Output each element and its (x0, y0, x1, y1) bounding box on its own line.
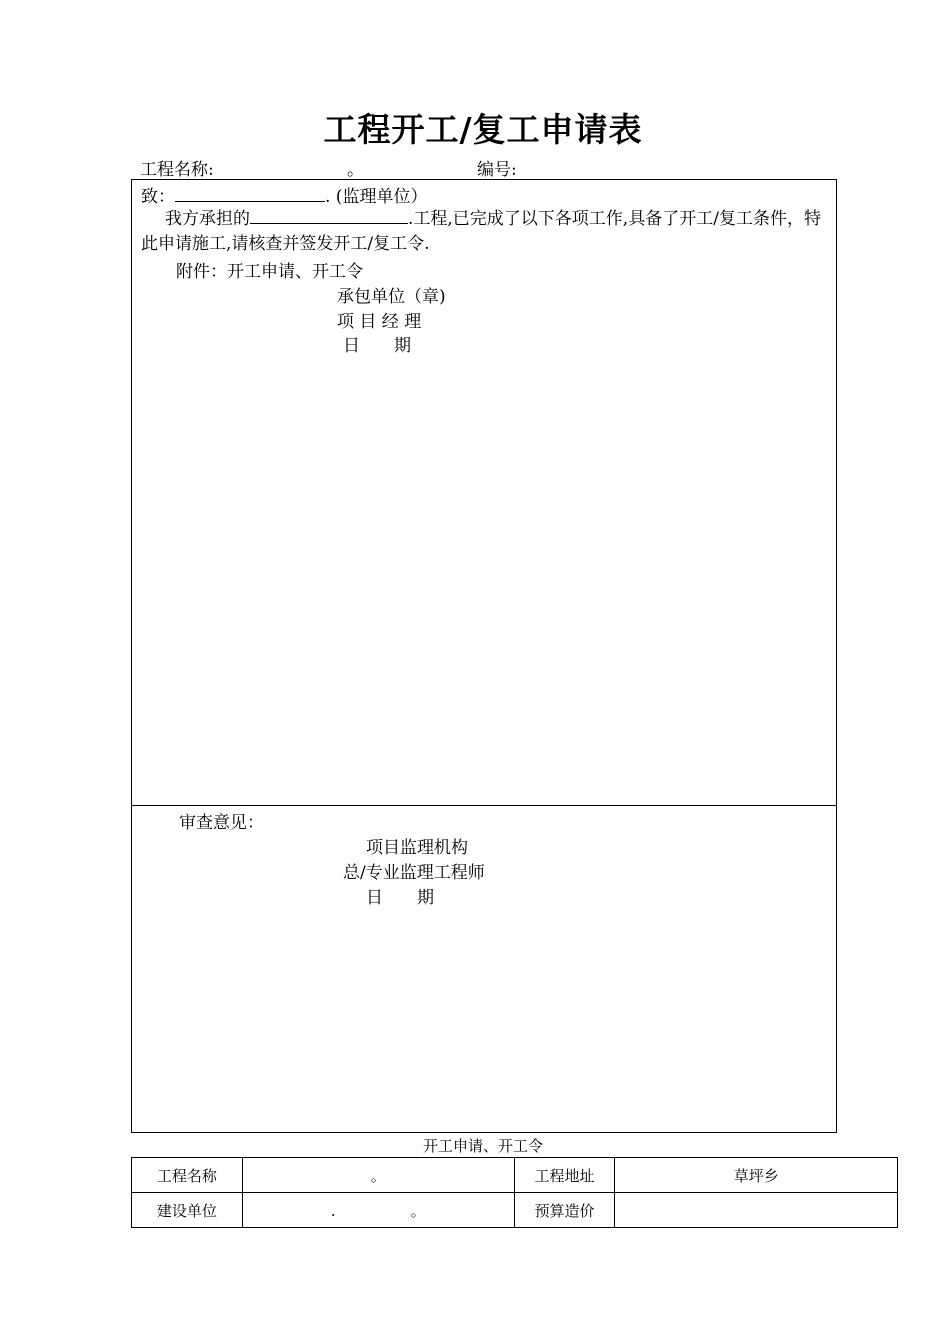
table-cell-label: 预算造价 (514, 1193, 615, 1228)
contractor-seal: 承包单位（章) (337, 287, 446, 307)
table-cell-label: 工程地址 (514, 1158, 615, 1193)
project-info-table (131, 1157, 898, 1228)
supervisor-unit-blank[interactable] (175, 185, 325, 202)
application-section (132, 180, 836, 806)
table-cell-value (615, 1193, 898, 1228)
bottom-caption: 开工申请、开工令 (422, 1137, 543, 1155)
body-suffix: .工程,已完成了以下各项工作,具备了开工/复工条件，特此申请施工,请核查并签发开工/复工令. (141, 209, 821, 254)
addressee-prefix: 致： (141, 187, 175, 207)
project-name-label: 工程名称: (140, 160, 214, 180)
body-prefix: 我方承担的 (165, 209, 250, 229)
table-cell-value: . 。 (242, 1193, 514, 1228)
application-body (141, 207, 831, 257)
project-name-value: 。 (347, 160, 364, 180)
addressee-line (141, 182, 427, 207)
review-date-label: 日 期 (366, 888, 434, 908)
table-cell-value: 。 (242, 1158, 514, 1193)
table-cell-label: 工程名称 (132, 1158, 243, 1193)
table-cell-label: 建设单位 (132, 1193, 243, 1228)
supervision-org-label: 项目监理机构 (366, 838, 468, 858)
application-date-label: 日 期 (343, 336, 411, 356)
project-manager-label: 项 目 经 理 (337, 312, 422, 332)
review-section (132, 806, 836, 1132)
addressee-suffix: . (监理单位） (325, 187, 428, 207)
review-opinion-label: 审查意见： (179, 813, 264, 833)
table-row (132, 1193, 898, 1228)
form-title: 工程开工/复工申请表 (323, 110, 643, 149)
number-label: 编号: (477, 160, 517, 180)
table-cell-value: 草坪乡 (615, 1158, 898, 1193)
supervising-engineer-label: 总/专业监理工程师 (343, 863, 485, 883)
application-form-box (131, 179, 837, 1133)
attachment-line: 附件：开工申请、开工令 (176, 262, 363, 282)
project-blank[interactable] (250, 207, 408, 224)
table-row (132, 1158, 898, 1193)
